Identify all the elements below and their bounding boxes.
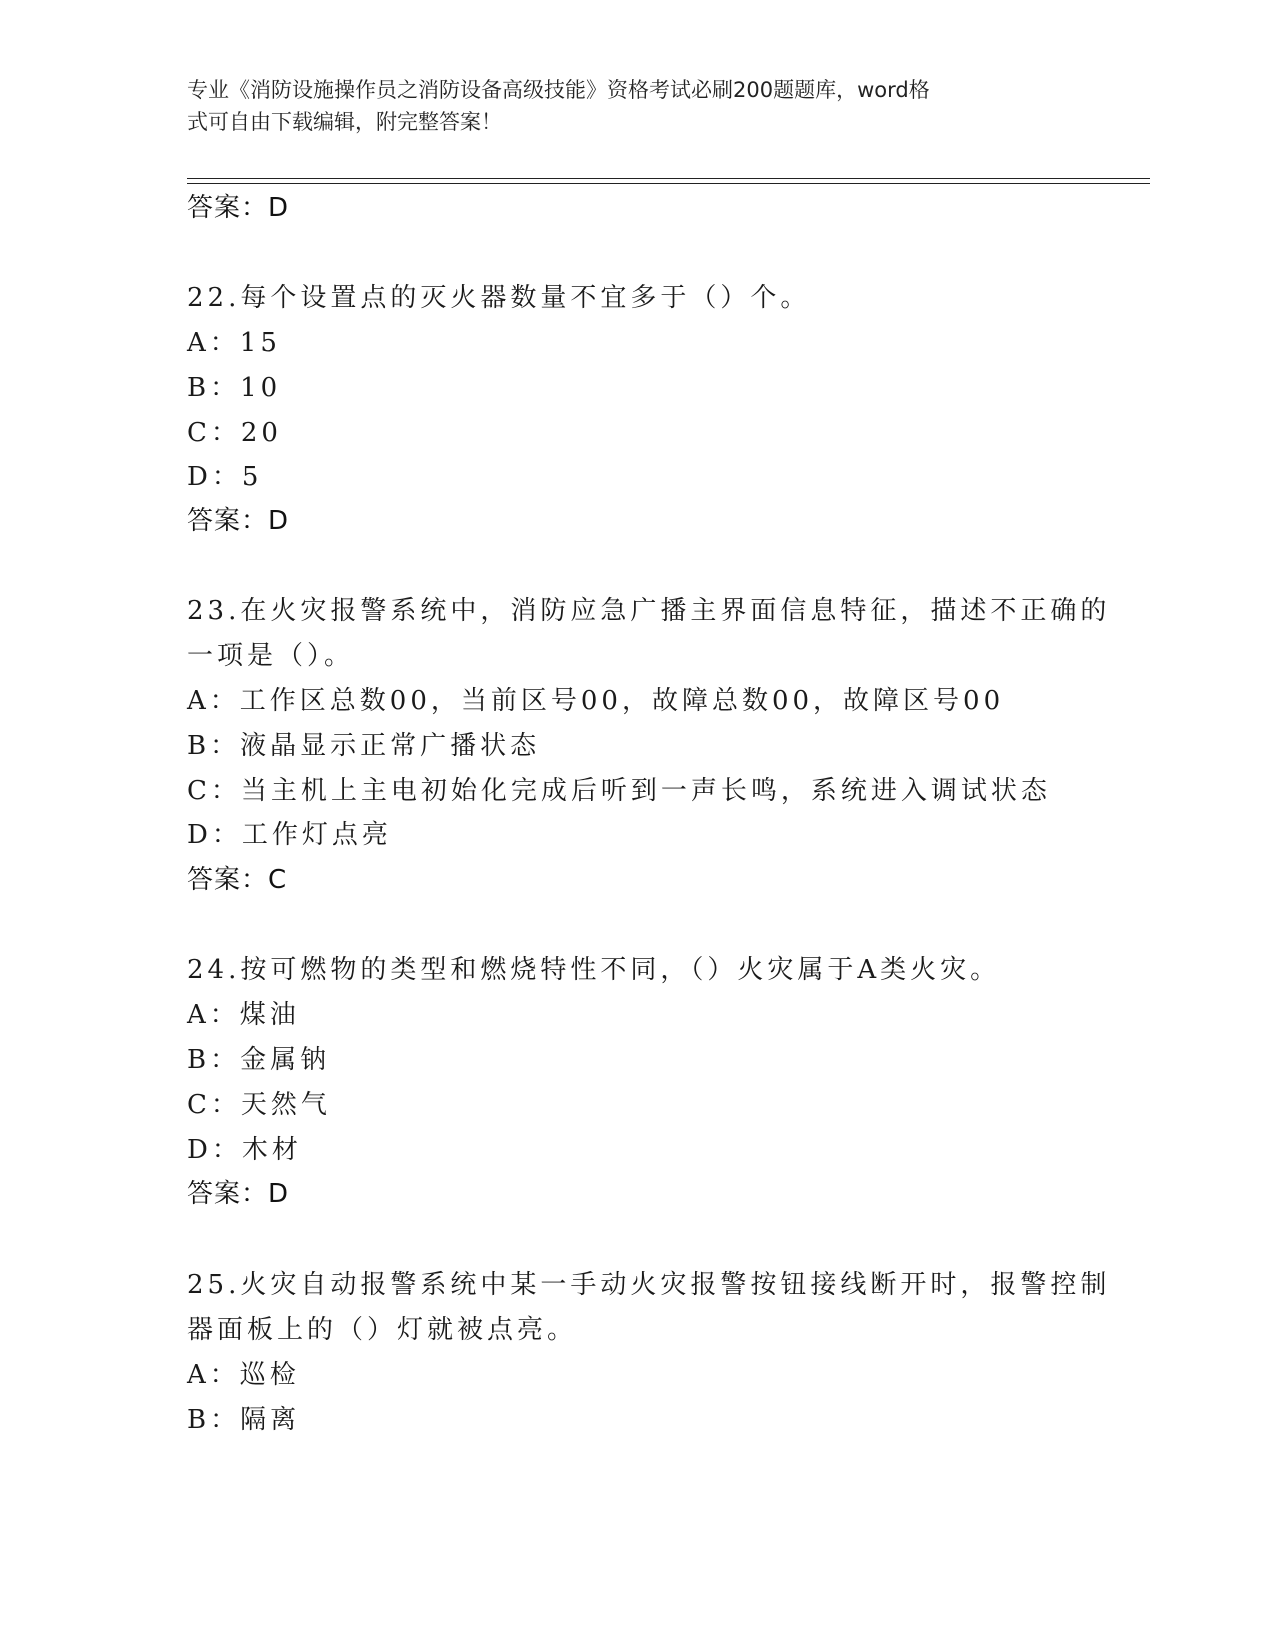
option-d: D：5 bbox=[187, 462, 263, 492]
option-b: B：金属钠 bbox=[187, 1045, 331, 1075]
header-divider-top bbox=[187, 178, 1150, 179]
question-stem: 23.在火灾报警系统中，消防应急广播主界面信息特征，描述不正确的 bbox=[187, 596, 1111, 626]
question-stem: 25.火灾自动报警系统中某一手动火灾报警按钮接线断开时，报警控制 bbox=[187, 1270, 1111, 1300]
header-line-1: 专业《消防设施操作员之消防设备高级技能》资格考试必刷200题题库，word格 bbox=[187, 78, 930, 102]
answer-line: 答案：D bbox=[187, 1179, 290, 1209]
answer-line: 答案：D bbox=[187, 193, 290, 223]
option-a: A：工作区总数00，当前区号00，故障总数00，故障区号00 bbox=[187, 686, 1005, 716]
question-stem-continued: 器面板上的（）灯就被点亮。 bbox=[187, 1315, 578, 1345]
option-a: A：15 bbox=[187, 328, 281, 358]
document-header bbox=[187, 74, 1087, 138]
option-d: D：木材 bbox=[187, 1135, 302, 1165]
option-c: C：20 bbox=[187, 418, 282, 448]
option-c: C：当主机上主电初始化完成后听到一声长鸣，系统进入调试状态 bbox=[187, 776, 1051, 806]
answer-line: 答案：D bbox=[187, 506, 290, 536]
option-b: B：液晶显示正常广播状态 bbox=[187, 731, 541, 761]
option-d: D：工作灯点亮 bbox=[187, 820, 392, 850]
option-a: A：煤油 bbox=[187, 1000, 300, 1030]
option-b: B：隔离 bbox=[187, 1405, 301, 1435]
question-stem: 22.每个设置点的灭火器数量不宜多于（）个。 bbox=[187, 283, 811, 313]
header-divider-bottom bbox=[187, 183, 1150, 184]
question-stem: 24.按可燃物的类型和燃烧特性不同，（）火灾属于A类火灾。 bbox=[187, 955, 1001, 985]
header-line-2: 式可自由下载编辑，附完整答案！ bbox=[187, 110, 502, 134]
option-c: C：天然气 bbox=[187, 1090, 331, 1120]
option-a: A：巡检 bbox=[187, 1360, 300, 1390]
option-b: B：10 bbox=[187, 373, 282, 403]
answer-line: 答案：C bbox=[187, 865, 288, 895]
question-stem-continued: 一项是（）。 bbox=[187, 641, 355, 671]
